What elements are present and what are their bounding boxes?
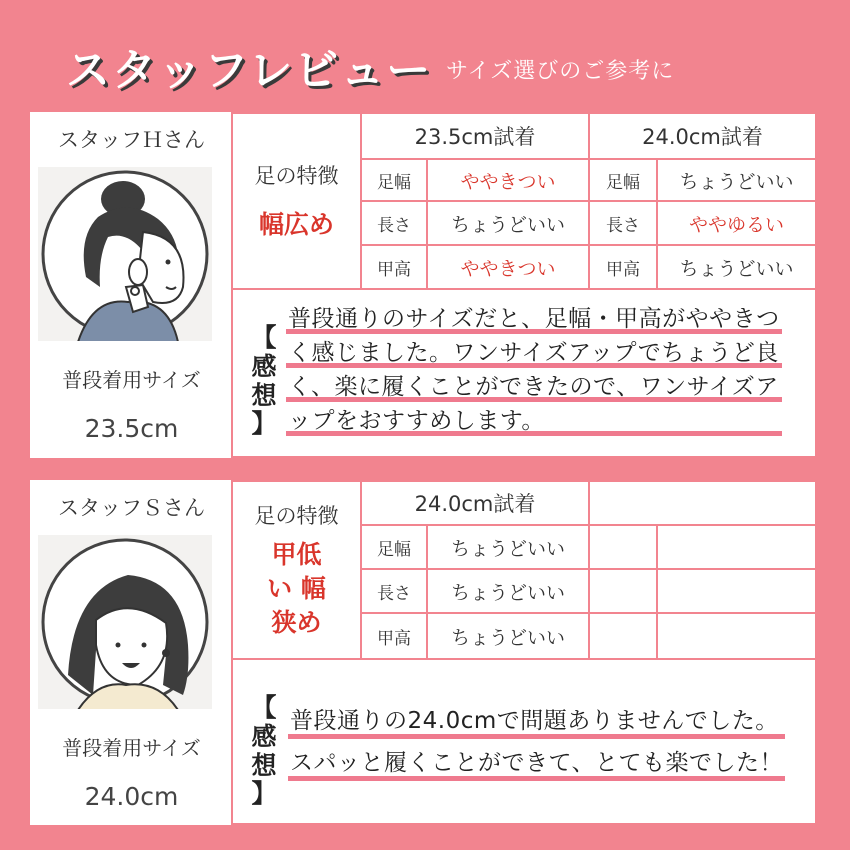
row-value-length: ちょうどいい (426, 200, 590, 246)
woman-bun-icon (38, 167, 212, 341)
impression-line: スパッと履くことができて、とても楽でした！ (288, 742, 785, 784)
row-label-width: 足幅 (360, 524, 428, 570)
page-title: スタッフレビュー (66, 45, 433, 96)
row-value-instep: ちょうどいい (656, 244, 817, 290)
empty-cell (656, 612, 817, 660)
foot-feature-cell (231, 480, 362, 660)
row-label-length: 長さ (588, 200, 658, 246)
row-label-width: 足幅 (360, 158, 428, 202)
row-label-length: 長さ (360, 200, 428, 246)
staff-avatar-h (38, 167, 212, 341)
foot-feature-value: 幅広め (258, 210, 334, 240)
review-card-s (30, 480, 817, 825)
empty-header (588, 480, 817, 526)
trial-header-240: 24.0cm試着 (360, 480, 590, 526)
impression-line: く感じました。ワンサイズアップでちょうど良 (286, 336, 782, 370)
impression-label: 【 感 想 】 (251, 323, 277, 439)
empty-cell (656, 568, 817, 614)
empty-cell (588, 524, 658, 570)
impression-label: 【 感 想 】 (251, 693, 277, 809)
impression-line: 普段通りの24.0cmで問題ありませんでした。 (288, 700, 785, 742)
usual-size-value: 23.5cm (84, 413, 179, 443)
impression-line: ップをおすすめします。 (286, 404, 782, 438)
foot-feature-title: 足の特徴 (254, 164, 339, 189)
usual-size-label: 普段着用サイズ (62, 367, 201, 392)
row-value-length: ややゆるい (656, 200, 817, 246)
foot-feature-title: 足の特徴 (254, 504, 339, 529)
trial-header-235: 23.5cm試着 (360, 112, 590, 160)
empty-cell (588, 612, 658, 660)
row-label-instep: 甲高 (360, 244, 428, 290)
empty-cell (588, 568, 658, 614)
impression-text (288, 700, 785, 784)
row-value-width: ややきつい (426, 158, 590, 202)
page-subtitle: サイズ選びのご参考に (446, 59, 675, 84)
row-value-instep: ちょうどいい (426, 612, 590, 660)
foot-feature-value: 甲低い 幅狭め (267, 540, 326, 637)
impression-text (286, 302, 782, 438)
usual-size-label: 普段着用サイズ (62, 735, 201, 760)
foot-feature-cell (231, 112, 362, 290)
row-label-instep: 甲高 (588, 244, 658, 290)
impression-line: く、楽に履くことができたので、ワンサイズア (286, 370, 782, 404)
row-value-instep: ややきつい (426, 244, 590, 290)
usual-size-value: 24.0cm (84, 781, 179, 811)
row-label-instep: 甲高 (360, 612, 428, 660)
staff-name: スタッフＨさん (58, 128, 205, 152)
staff-avatar-s (38, 535, 212, 709)
trial-header-240: 24.0cm試着 (588, 112, 817, 160)
woman-long-hair-icon (38, 535, 212, 709)
review-card-h (30, 112, 817, 458)
row-label-width: 足幅 (588, 158, 658, 202)
impression-line: 普段通りのサイズだと、足幅・甲高がややきつ (286, 302, 782, 336)
empty-cell (656, 524, 817, 570)
row-value-width: ちょうどいい (426, 524, 590, 570)
staff-name: スタッフＳさん (58, 496, 205, 520)
row-value-width: ちょうどいい (656, 158, 817, 202)
row-value-length: ちょうどいい (426, 568, 590, 614)
row-label-length: 長さ (360, 568, 428, 614)
